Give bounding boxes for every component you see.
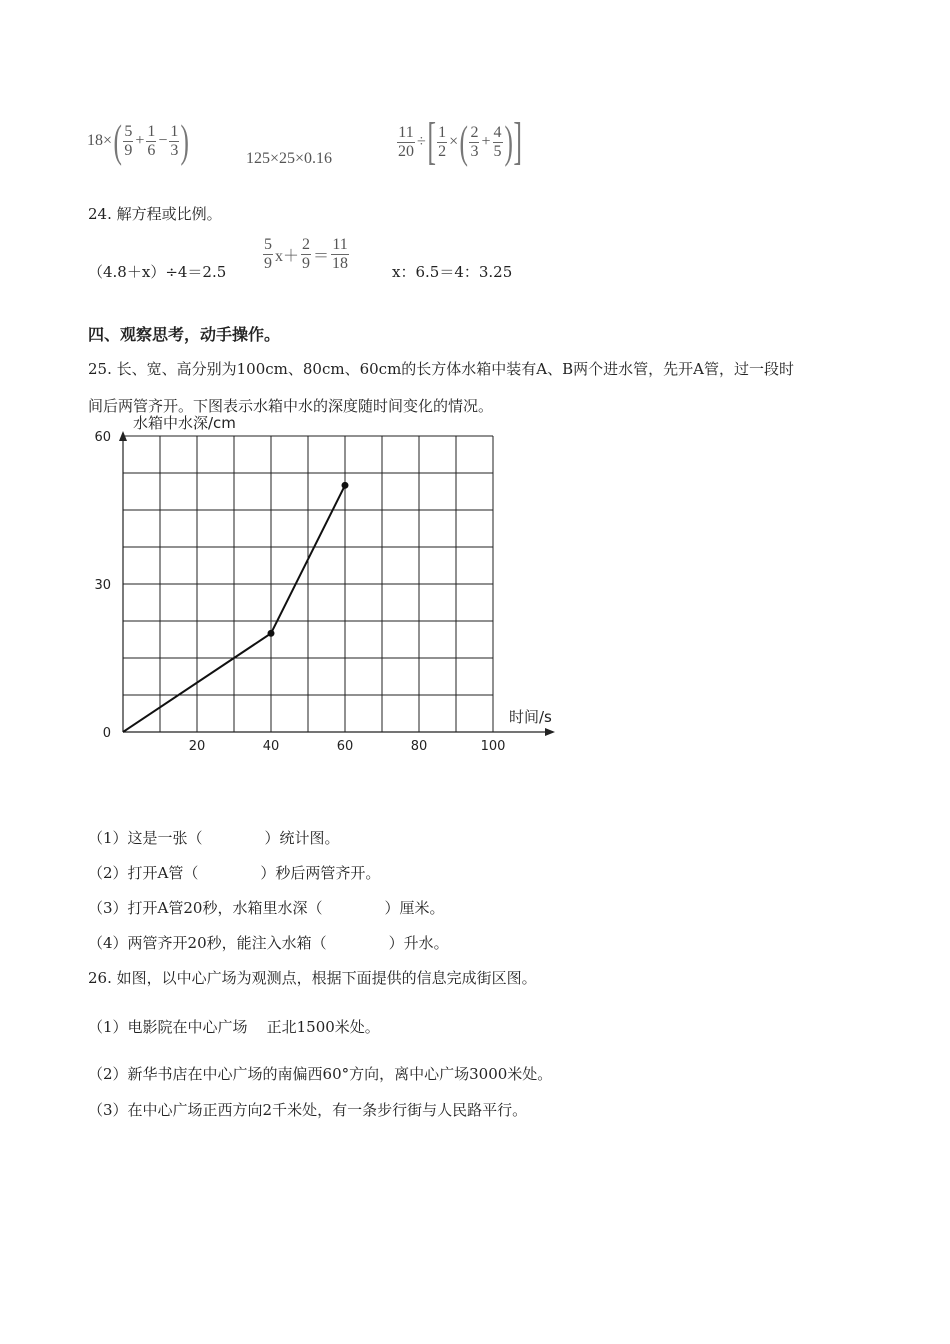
x-tick-label: 60	[336, 739, 354, 754]
right-bracket: ]	[513, 113, 522, 170]
equation-1: （4.8＋x）÷4＝2.5	[88, 263, 227, 281]
question-25-sub-3: （3）打开A管20秒，水箱里水深（ ）厘米。	[88, 899, 445, 917]
question-24-title: 24. 解方程或比例。	[88, 205, 222, 223]
x-axis-arrow	[545, 728, 555, 736]
fraction: $\frac{5}{9}$	[124, 122, 133, 159]
y-tick-label: 0	[102, 726, 111, 741]
question-26-item-1: （1）电影院在中心广场 正北1500米处。	[88, 1018, 380, 1036]
fraction: $\frac{11}{18}$	[332, 236, 349, 272]
x-axis-label: 时间/s	[509, 708, 552, 726]
y-tick-label: 60	[94, 430, 111, 445]
question-25-sub-4: （4）两管齐开20秒，能注入水箱（ ）升水。	[88, 934, 449, 952]
calc-expression-3: $\frac{11}{20}$ ÷[ $\frac{1}{2}$ ×( $\frac{2}{3}$ + $\frac{4}{5}$ )]	[398, 113, 522, 170]
left-paren: (	[113, 115, 122, 166]
left-paren: (	[459, 116, 469, 167]
right-paren: )	[503, 116, 513, 167]
x-tick-label: 80	[410, 739, 428, 754]
y-tick-label: 30	[94, 578, 111, 593]
fraction: $\frac{1}{6}$	[147, 122, 156, 159]
question-25-line-2: 间后两管齐开。下图表示水箱中水的深度随时间变化的情况。	[88, 397, 494, 415]
question-26-item-2: （2）新华书店在中心广场的南偏西60°方向，离中心广场3000米处。	[88, 1065, 553, 1083]
x-tick-label: 20	[188, 739, 206, 754]
y-axis-label: 水箱中水深/cm	[133, 414, 236, 432]
fraction: $\frac{5}{9}$	[264, 236, 272, 272]
fraction: $\frac{1}{2}$	[438, 123, 447, 160]
calc-expression-1: 18×( $\frac{5}{9}$ + $\frac{1}{6}$ − $\frac{1}{3}$ )	[87, 115, 190, 166]
fraction: $\frac{11}{20}$	[398, 123, 414, 160]
x-tick-label: 100	[480, 739, 506, 754]
water-depth-line-chart	[80, 414, 552, 785]
fraction: $\frac{2}{9}$	[302, 236, 311, 272]
question-25-sub-1: （1）这是一张（ ）统计图。	[88, 829, 340, 847]
question-25-line-1: 25. 长、宽、高分别为100cm、80cm、60cm的长方体水箱中装有A、B两个进水管，先开A管，过一段时	[88, 360, 794, 378]
question-26-item-3: （3）在中心广场正西方向2千米处，有一条步行街与人民路平行。	[88, 1101, 528, 1119]
fraction: $\frac{4}{5}$	[493, 123, 502, 160]
question-26-title: 26. 如图，以中心广场为观测点，根据下面提供的信息完成街区图。	[88, 969, 537, 987]
question-25-sub-2: （2）打开A管（ ）秒后两管齐开。	[88, 864, 381, 882]
x-tick-label: 40	[262, 739, 280, 754]
section-4-heading: 四、观察思考，动手操作。	[88, 325, 281, 344]
right-paren: )	[180, 115, 190, 166]
calc-expression-2: 125×25×0.16	[246, 150, 333, 167]
fraction: $\frac{2}{3}$	[470, 123, 479, 160]
left-bracket: [	[427, 113, 436, 170]
data-point	[342, 482, 349, 489]
equation-3: x：6.5＝4：3.25	[392, 263, 513, 281]
data-point	[268, 630, 275, 637]
fraction: $\frac{1}{3}$	[170, 122, 179, 159]
equation-2: $\frac{5}{9}$ x＋ $\frac{2}{9}$ ＝ $\frac{11}{18}$	[264, 236, 349, 272]
